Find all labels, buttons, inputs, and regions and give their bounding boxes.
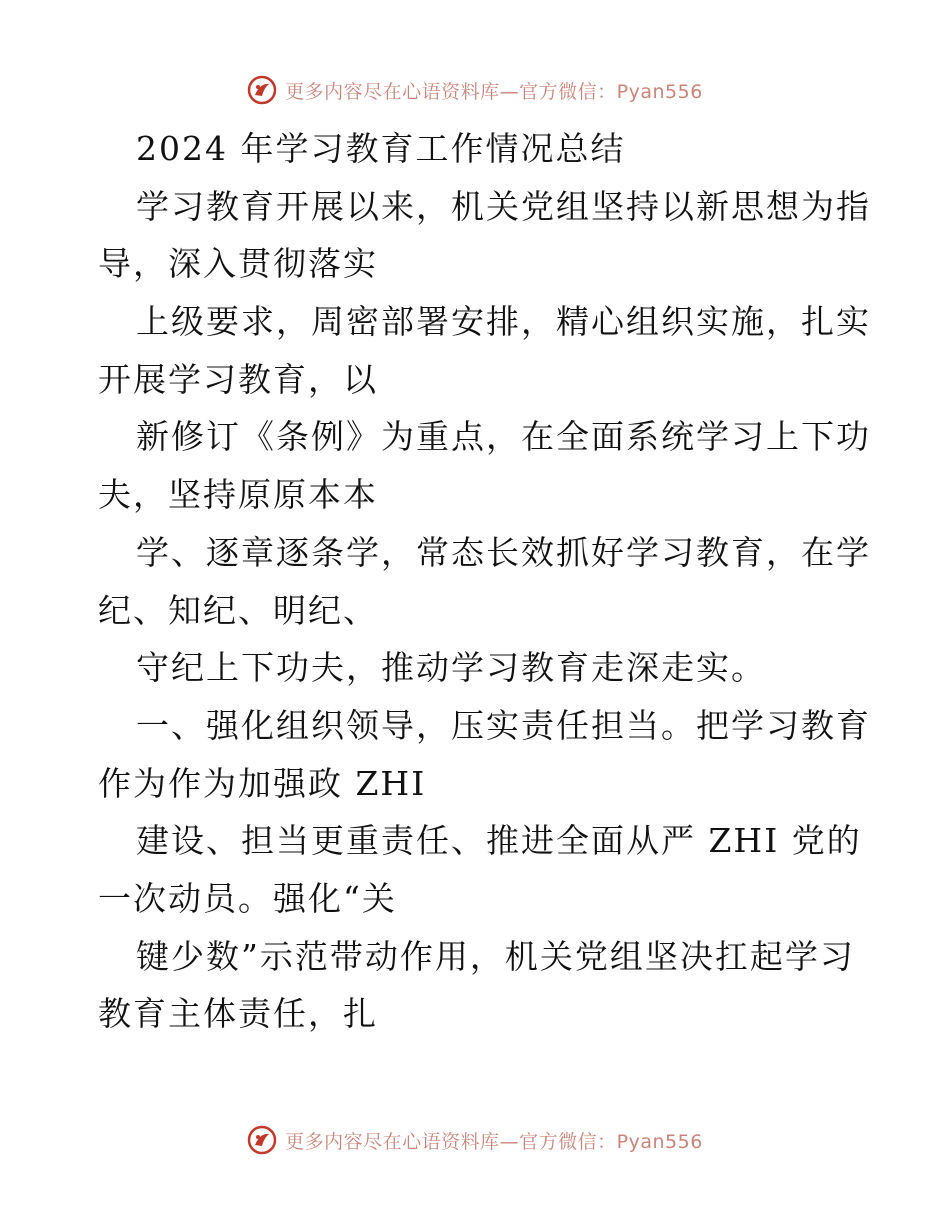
- seal-logo-icon: [247, 1125, 277, 1155]
- text-line: 学习教育开展以来，机关党组坚持以新思想为指: [136, 186, 871, 226]
- watermark-text: 更多内容尽在心语资料库—官方微信：Pyan556: [285, 80, 703, 103]
- text-line: 教育主体责任，扎: [98, 994, 378, 1034]
- text-line: 守纪上下功夫，推动学习教育走深走实。: [136, 648, 766, 688]
- text-line: 一次动员。强化“关: [98, 878, 397, 918]
- text-line: 键少数”示范带动作用，机关党组坚决扛起学习: [136, 936, 855, 976]
- text-line: 夫，坚持原原本本: [98, 475, 378, 515]
- text-line: 学、逐章逐条学，常态长效抓好学习教育，在学: [136, 532, 871, 572]
- footer-watermark: [0, 1120, 950, 1160]
- text-line: 开展学习教育，以: [98, 359, 378, 399]
- section-heading-line: 一、强化组织领导，压实责任担当。把学习教育: [136, 705, 871, 745]
- seal-logo-icon: [247, 75, 277, 105]
- text-line: 作为作为加强政 ZHI: [98, 763, 427, 803]
- text-line: 导，深入贯彻落实: [98, 244, 378, 284]
- text-line: 建设、担当更重责任、推进全面从严 ZHI 党的: [136, 821, 862, 861]
- document-body: [98, 120, 871, 1043]
- text-line: 上级要求，周密部署安排，精心组织实施，扎实: [136, 302, 871, 342]
- text-line: 新修订《条例》为重点，在全面系统学习上下功: [136, 417, 871, 457]
- header-watermark: [0, 70, 950, 110]
- document-title: 2024 年学习教育工作情况总结: [136, 129, 626, 168]
- watermark-text: 更多内容尽在心语资料库—官方微信：Pyan556: [285, 1130, 703, 1153]
- text-line: 纪、知纪、明纪、: [98, 590, 378, 630]
